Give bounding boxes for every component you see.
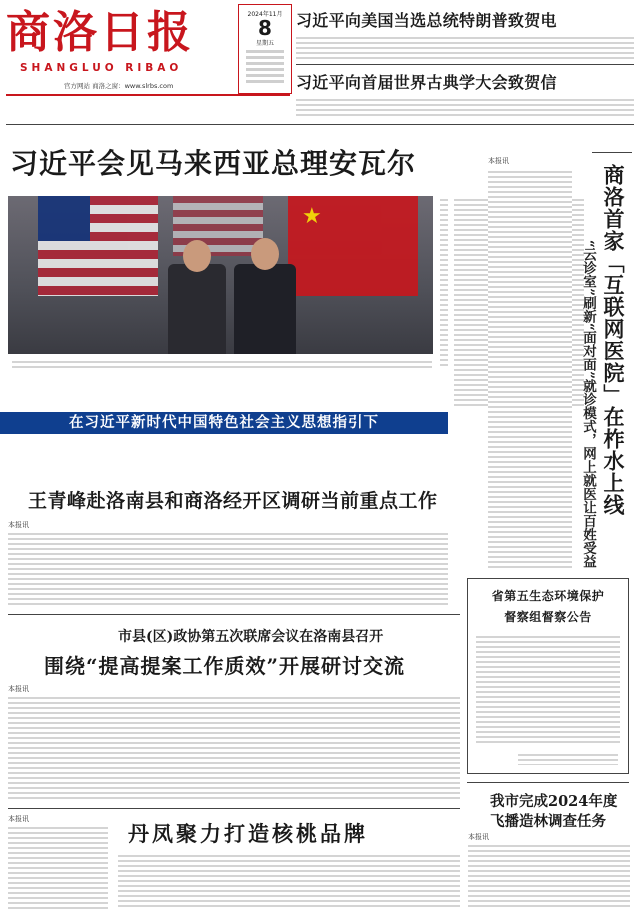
walnut-story-headline[interactable]: 丹凤聚力打造核桃品牌 (128, 821, 368, 846)
divider (8, 614, 460, 615)
top-story-2-headline[interactable]: 习近平向首届世界古典学大会致贺信 (296, 73, 557, 92)
section-divider (6, 124, 634, 125)
masthead-pinyin: SHANGLUO RIBAO (20, 62, 183, 74)
second-story-headline[interactable]: 王青峰赴洛南县和商洛经开区调研当前重点工作 (28, 490, 438, 512)
forestry-byline: 本报讯 (468, 833, 489, 841)
notice-signature (518, 751, 618, 765)
issue-meta-line (246, 62, 284, 65)
person-left-face (183, 240, 211, 272)
side-story-subhead: “云诊室”刷新“面对面”就诊模式，网上就医让百姓受益 (580, 240, 596, 569)
forestry-body (468, 842, 630, 910)
issue-meta-line (246, 56, 284, 59)
walnut-story-byline: 本报讯 (8, 815, 29, 823)
notice-headline-1: 省第五生态环境保护 (491, 589, 605, 603)
masthead-rule (6, 94, 290, 96)
person-left (168, 264, 226, 354)
lead-story-body (440, 196, 448, 366)
divider (8, 808, 460, 809)
lead-photo-caption (12, 358, 432, 370)
issue-info-box (238, 4, 292, 94)
malaysia-flag (38, 196, 158, 296)
side-story-byline: 本报讯 (488, 157, 509, 165)
cppcc-byline: 本报讯 (8, 685, 29, 693)
issue-meta-line (246, 50, 284, 53)
side-story-headline[interactable]: 商洛首家「互联网医院」在柞水上线 (601, 164, 626, 516)
cppcc-headline[interactable]: 围绕“提高提案工作质效”开展研讨交流 (44, 654, 406, 678)
cppcc-body (8, 694, 460, 800)
side-story-body (488, 168, 572, 568)
cppcc-kicker: 市县(区)政协第五次联席会议在洛南县召开 (118, 629, 384, 645)
theme-banner-text: 在习近平新时代中国特色社会主义思想指引下 (69, 414, 379, 431)
issue-day: 8 (258, 16, 272, 40)
lead-story-photo (8, 196, 433, 354)
second-story-byline: 本报讯 (8, 521, 29, 529)
top-story-1-body (296, 34, 634, 60)
top-story-2-body (296, 96, 634, 118)
forestry-headline-2[interactable]: 飞播造林调查任务 (490, 813, 606, 830)
issue-weekday: 星期五 (255, 40, 274, 47)
issue-date: 2024年11月 (247, 11, 283, 18)
china-flag: ★ (288, 196, 418, 296)
side-story-rule (592, 152, 632, 153)
masthead-logo: 商洛日报 (6, 7, 194, 58)
person-right-face (251, 238, 279, 270)
inspection-notice-box (467, 578, 629, 774)
walnut-story-body (118, 852, 460, 910)
lead-story-headline[interactable]: 习近平会见马来西亚总理安瓦尔 (10, 147, 417, 180)
forestry-headline-1[interactable]: 我市完成2024年度 (490, 793, 618, 810)
divider (467, 782, 629, 783)
issue-meta-line (246, 80, 284, 83)
notice-body (476, 633, 620, 745)
second-story-body (8, 530, 448, 608)
masthead-website[interactable]: 官方网站 商洛之窗：www.slrbs.com (64, 82, 174, 90)
issue-meta-line (246, 74, 284, 77)
person-right (234, 264, 296, 354)
top-story-1-headline[interactable]: 习近平向美国当选总统特朗普致贺电 (296, 11, 557, 30)
walnut-story-body (8, 824, 108, 910)
divider (296, 64, 634, 65)
notice-headline-2: 督察组督察公告 (504, 610, 592, 624)
issue-meta-line (246, 68, 284, 71)
